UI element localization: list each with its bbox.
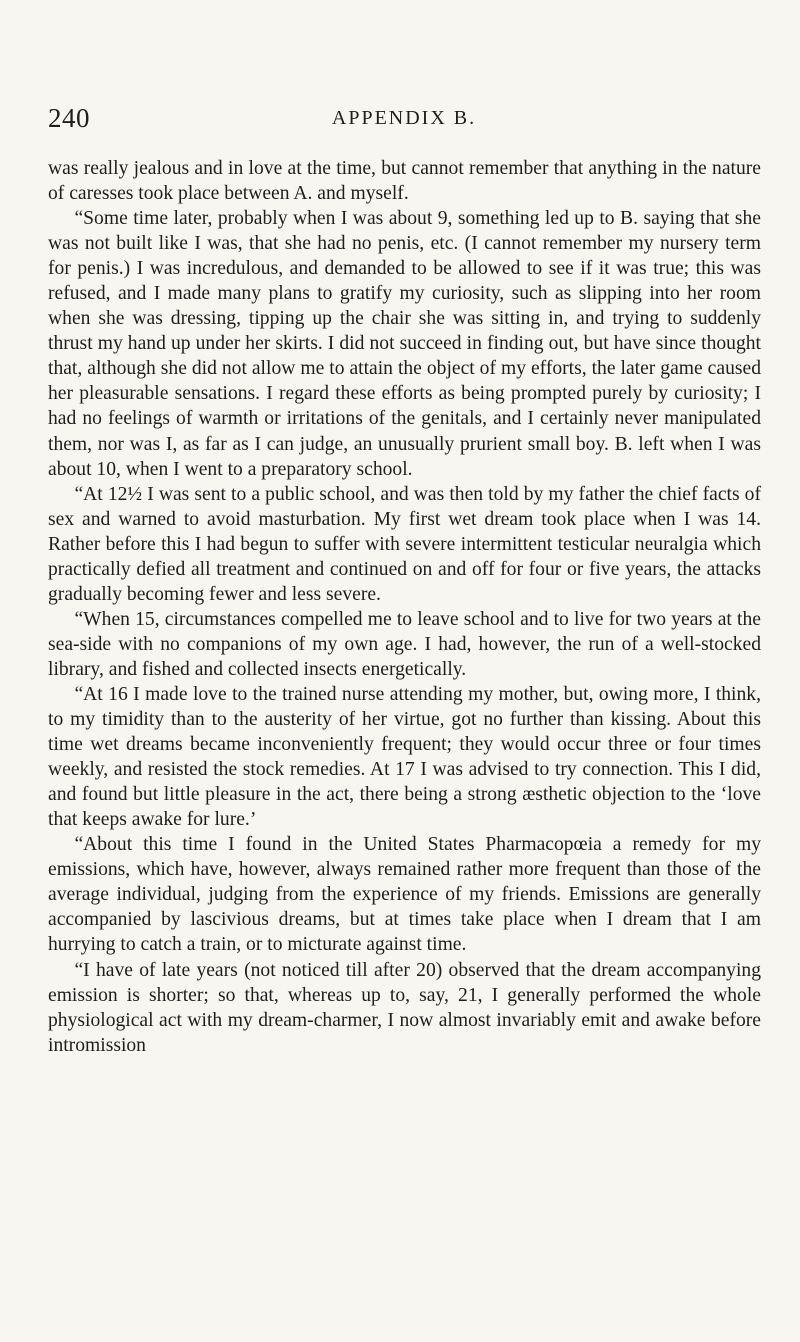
paragraph: “At 12½ I was sent to a public school, and was then told by my father the chief facts of sex and warned to avoid masturbation. My first wet dream took place when I was 14. Rather before this I had begun to suffer with severe intermittent testicular neuralgia which practically defied all treatment and continued on and off for four or five years, the attacks gradually becoming fewer and less severe. [48, 483, 761, 605]
paragraph: “I have of late years (not noticed till after 20) observed that the dream accompanying emission is shorter; so that, whereas up to, say, 21, I generally performed the whole physiological act with my dream-charmer, I now almost invariably emit and awake before intromission [48, 959, 761, 1056]
body-text [48, 156, 761, 1058]
paragraph: “When 15, circumstances compelled me to leave school and to live for two years at the sea-side with no companions of my own age. I had, however, the run of a well-stocked library, and fished and collected insects energetically. [48, 608, 761, 680]
page-header [48, 103, 760, 135]
page-number: 240 [48, 103, 90, 133]
running-head: APPENDIX B. [331, 107, 477, 129]
paragraph: “At 16 I made love to the trained nurse attending my mother, but, owing more, I think, to my timidity than to the austerity of her virtue, got no further than kissing. About this time wet dreams became inconveniently frequent; they would occur three or four times weekly, and resisted the stock remedies. At 17 I was advised to try connection. This I did, and found but little pleasure in the act, there being a strong æsthetic objection to the ‘love that keeps awake for lure.’ [48, 683, 761, 831]
paragraph-continued: was really jealous and in love at the time, but cannot remember that anything in the nature of caresses took place between A. and myself. [48, 158, 761, 205]
paragraph: “Some time later, probably when I was about 9, something led up to B. saying that she was not built like I was, that she had no penis, etc. (I cannot remember my nursery term for penis.) I was incredulous, and demanded to be allowed to see if it was true; this was refused, and I made many plans to gratify my curiosity, such as slipping into her room when she was dressing, tipping up the chair she was sitting in, and trying to suddenly thrust my hand up under her skirts. I did not succeed in finding out, but have since thought that, although she did not allow me to attain the object of my efforts, the later game caused her pleasurable sensations. I regard these efforts as being prompted purely by curiosity; I had no feelings of warmth or irritations of the genitals, and I certainly never manipulated them, nor was I, as far as I can judge, an unusually prurient small boy. B. left when I was about 10, when I went to a preparatory school. [48, 208, 761, 480]
paragraph: “About this time I found in the United States Pharmacopœia a remedy for my emissions, which have, however, always remained rather more frequent than those of the average individual, judging from the experience of my friends. Emissions are generally accompanied by lascivious dreams, but at times take place when I dream that I am hurrying to catch a train, or to micturate against time. [48, 834, 761, 956]
